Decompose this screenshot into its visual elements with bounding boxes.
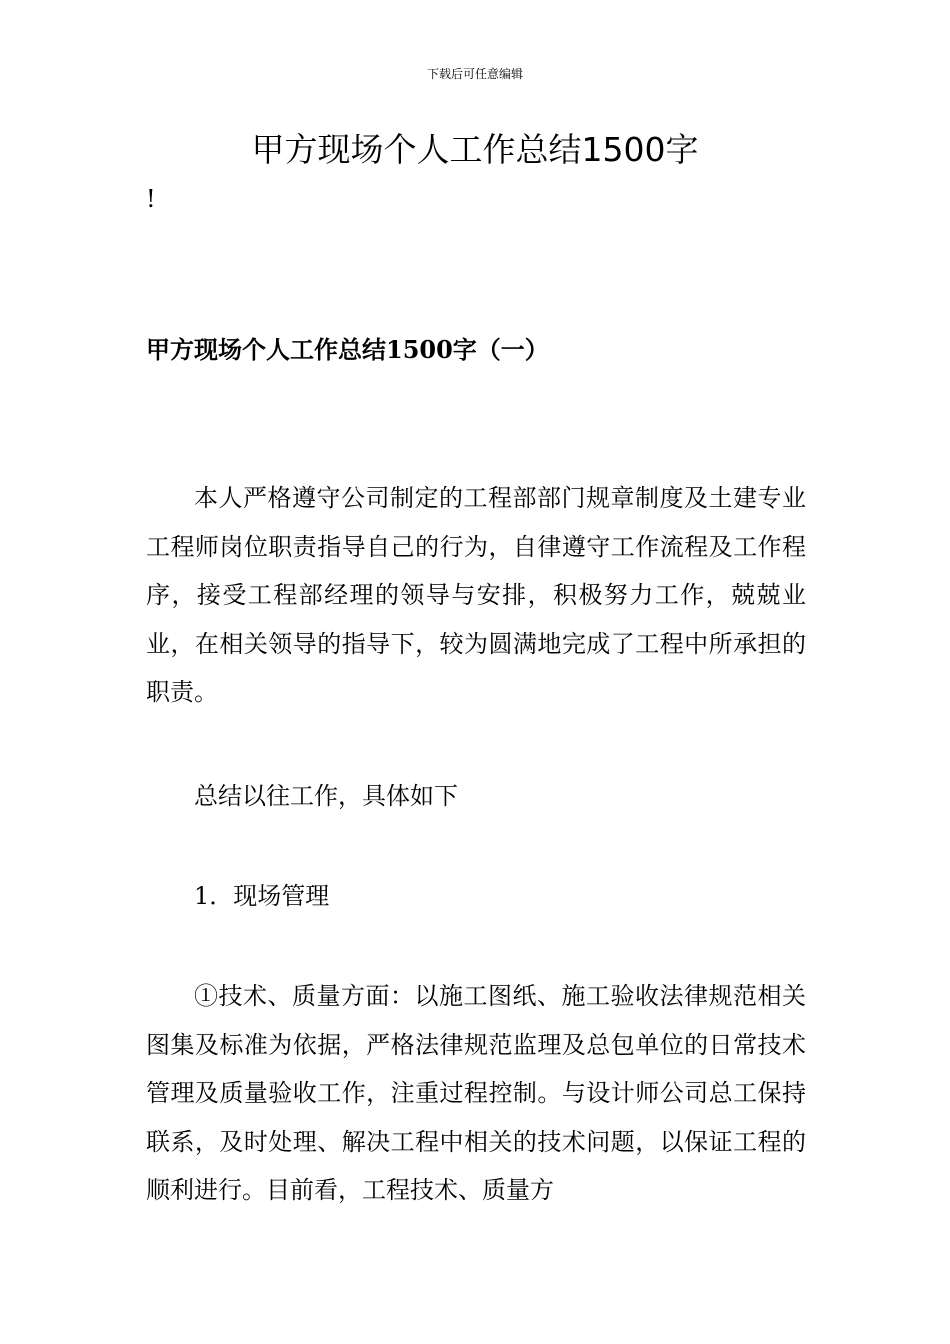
paragraph-intro: 本人严格遵守公司制定的工程部部门规章制度及土建专业工程师岗位职责指导自己的行为，自律遵守工作流程及工作程序，接受工程部经理的领导与安排，积极努力工作，兢兢业业，在相关领导的指导下，较为圆满地完成了工程中所承担的职责。: [146, 484, 806, 706]
paragraph-site-management-heading: 1．现场管理: [194, 882, 330, 910]
paragraph-technical-quality: ①技术、质量方面：以施工图纸、施工验收法律规范相关图集及标准为依据，严格法律规范监理及总包单位的日常技术管理及质量验收工作，注重过程控制。与设计师公司总工保持联系，及时处理、解决工程中相关的技术问题，以保证工程的顺利进行。目前看，工程技术、质量方: [146, 982, 806, 1204]
section-subtitle: 甲方现场个人工作总结1500字（一）: [146, 335, 549, 364]
paragraph-summary-lead: 总结以往工作，具体如下: [194, 782, 458, 810]
document-title: 甲方现场个人工作总结1500字: [251, 130, 699, 169]
download-note: 下载后可任意编辑: [426, 67, 523, 81]
exclamation-mark: !: [146, 185, 156, 213]
